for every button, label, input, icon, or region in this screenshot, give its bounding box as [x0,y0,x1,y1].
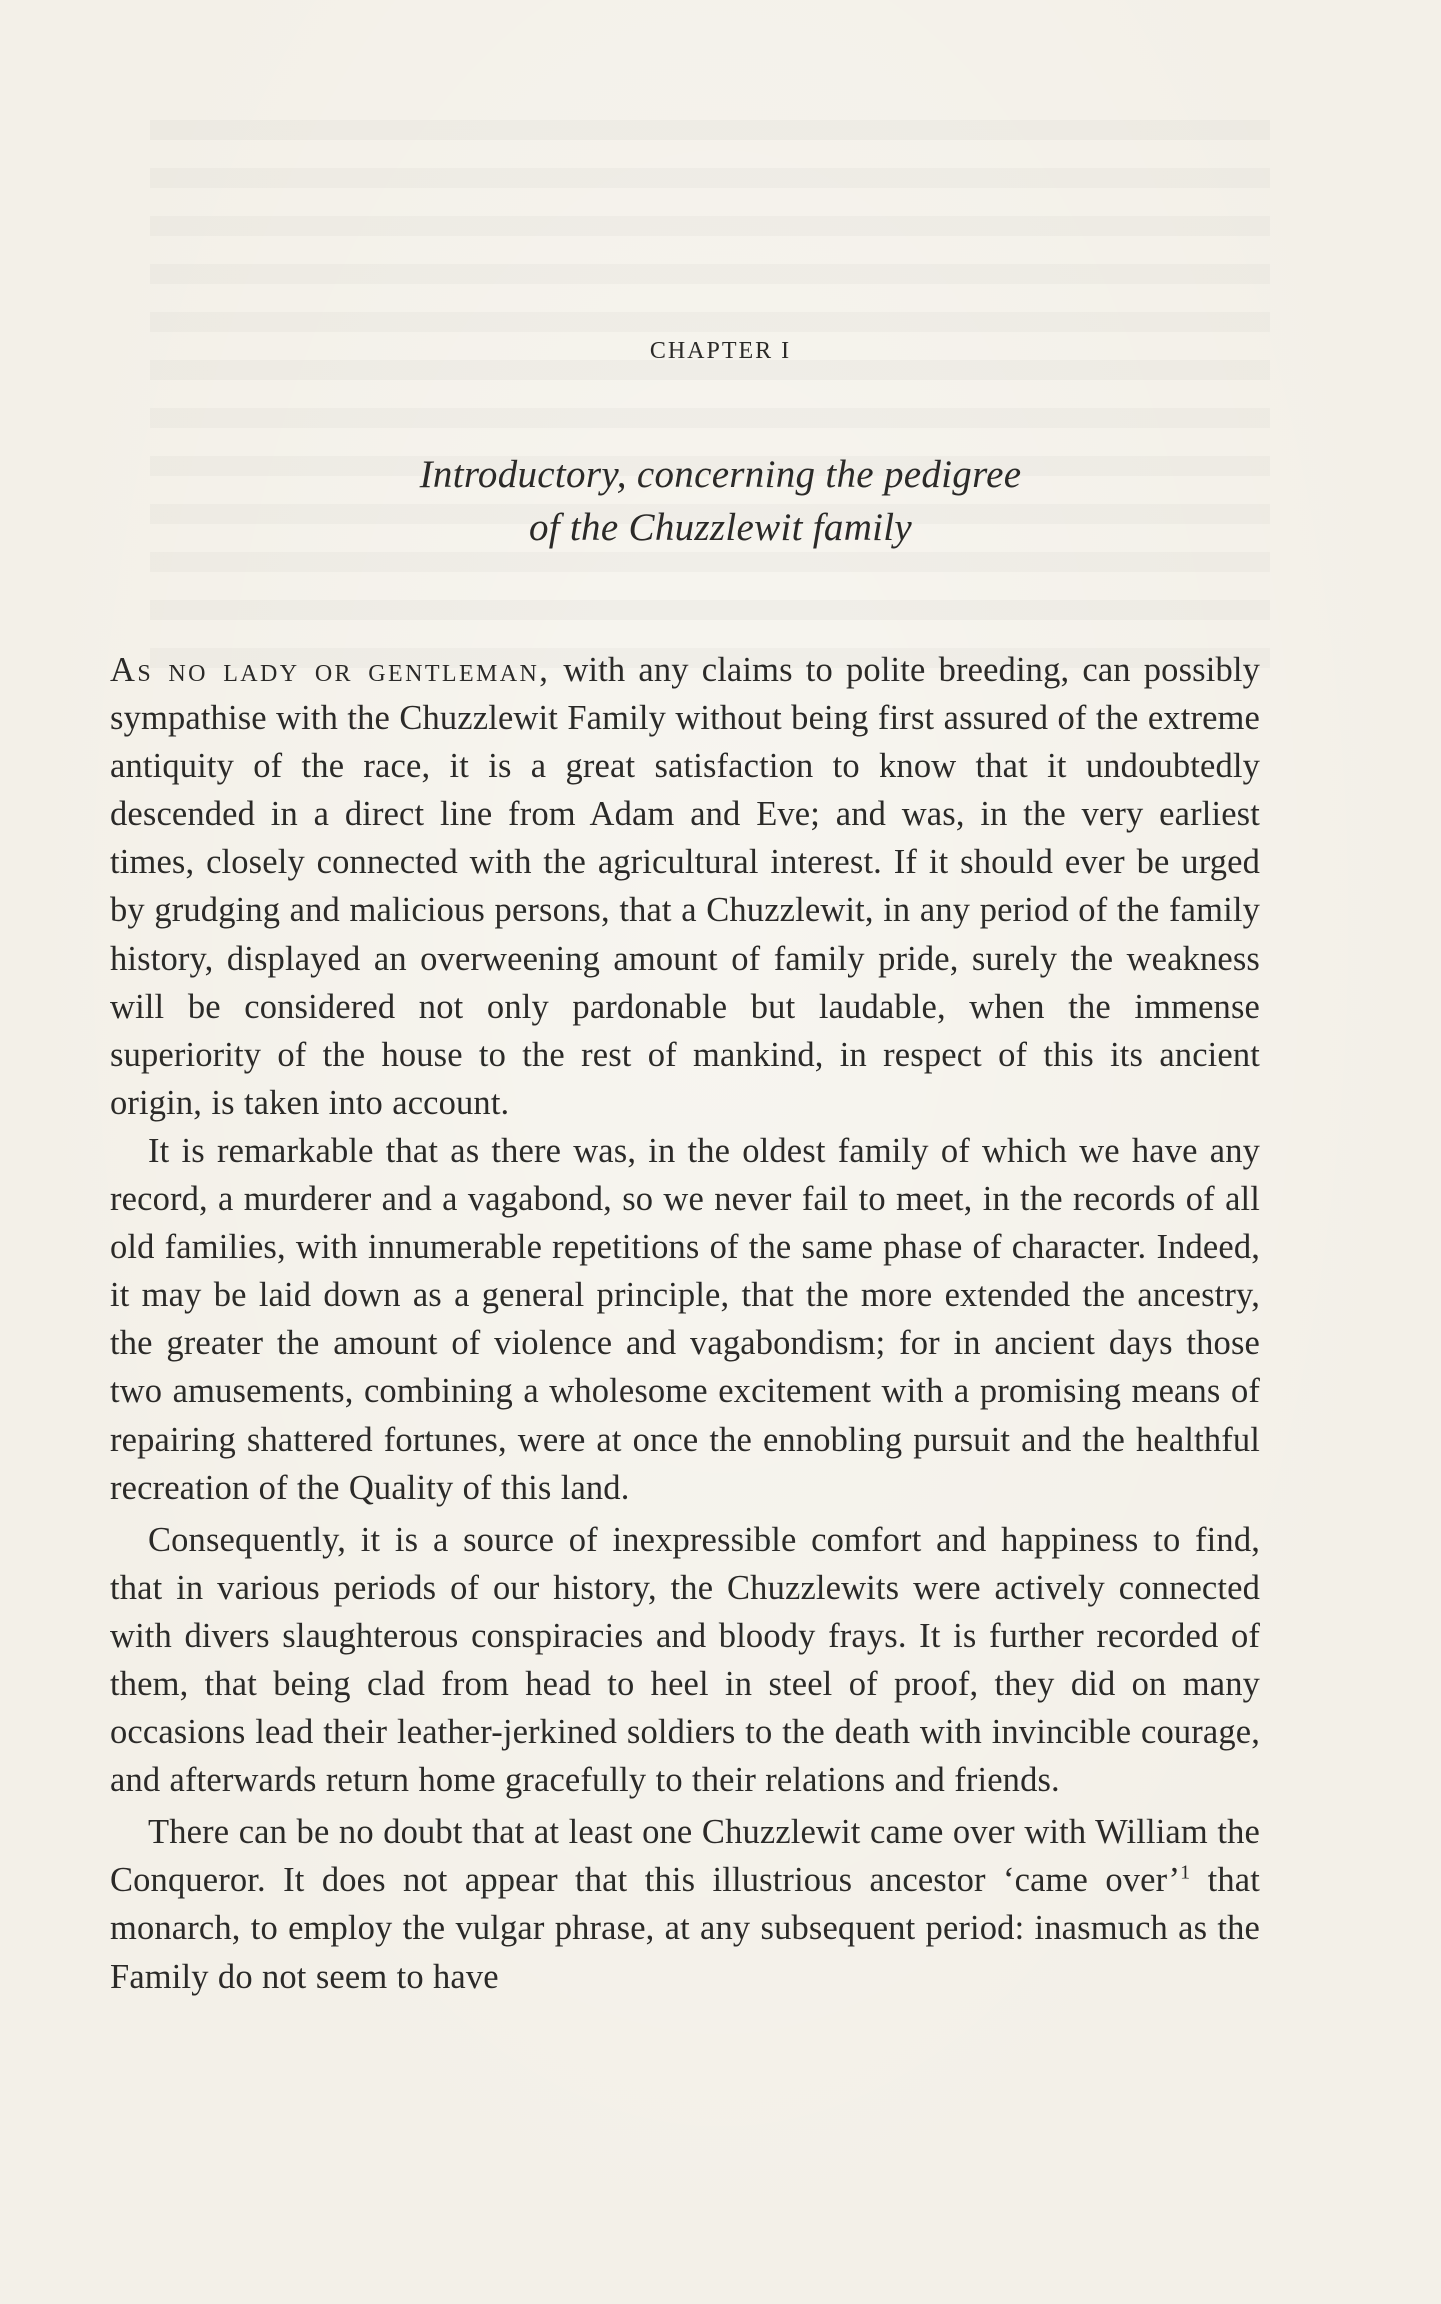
chapter-body [110,646,1260,2001]
paragraph-1-text: with any claims to polite breeding, can possibly sympathise with the Chuzzlewit Family without being first assured of the extreme antiquity of the race, it is a great satisfaction to know that it undoubtedly descended in a direct line from Adam and Eve; and was, in the very earliest times, closely connected with the agricultural interest. If it should ever be urged by grudging and malicious persons, that a Chuzzlewit, in any period of the family history, displayed an overweening amount of family pride, surely the weakness will be considered not only pardonable but laudable, when the immense superiority of the house to the rest of mankind, in respect of this its ancient origin, is taken into account. [110,651,1260,1122]
chapter-title-line-1: Introductory, concerning the pedigree [419,453,1022,496]
paragraph-4 [110,1808,1260,2000]
paragraph-2: It is remarkable that as there was, in the oldest family of which we have any record, a murderer and a vagabond, so we never fail to meet, in the records of all old families, with innumerable repetitions of the same phase of character. Indeed, it may be laid down as a general principle, that the more extended the ancestry, the greater the amount of violence and vagabondism; for in ancient days those two amusements, combining a wholesome excitement with a promising means of repairing shattered fortunes, were at once the ennobling pursuit and the healthful recreation of the Quality of this land. [110,1131,1260,1507]
paragraph-1 [110,646,1260,1127]
chapter-number: CHAPTER I [649,338,792,364]
paragraph-4-text-b: that monarch, to employ the vulgar phrase, at any subsequent period: inasmuch as the Family do not seem to have [110,1861,1261,1996]
chapter-title [0,448,1441,554]
paragraph-3: Consequently, it is a source of inexpressible comfort and happiness to find, that in various periods of our history, the Chuzzlewits were actively connected with divers slaughterous conspiracies and bloody frays. It is further recorded of them, that being clad from head to heel in steel of proof, they did on many occasions lead their leather-jerkined soldiers to the death with invincible courage, and afterwards return home gracefully to their relations and friends. [110,1520,1260,1800]
opening-small-caps: As no lady or gentleman, [110,651,551,689]
bleed-through-shadow [150,120,1270,680]
footnote-marker[interactable]: 1 [1180,1861,1191,1884]
chapter-title-line-2: of the Chuzzlewit family [528,506,913,549]
paragraph-4-text-a: There can be no doubt that at least one Chuzzlewit came over with William the Conqueror. It does not appear that this illustrious ancestor ‘came over’ [110,1813,1260,1900]
